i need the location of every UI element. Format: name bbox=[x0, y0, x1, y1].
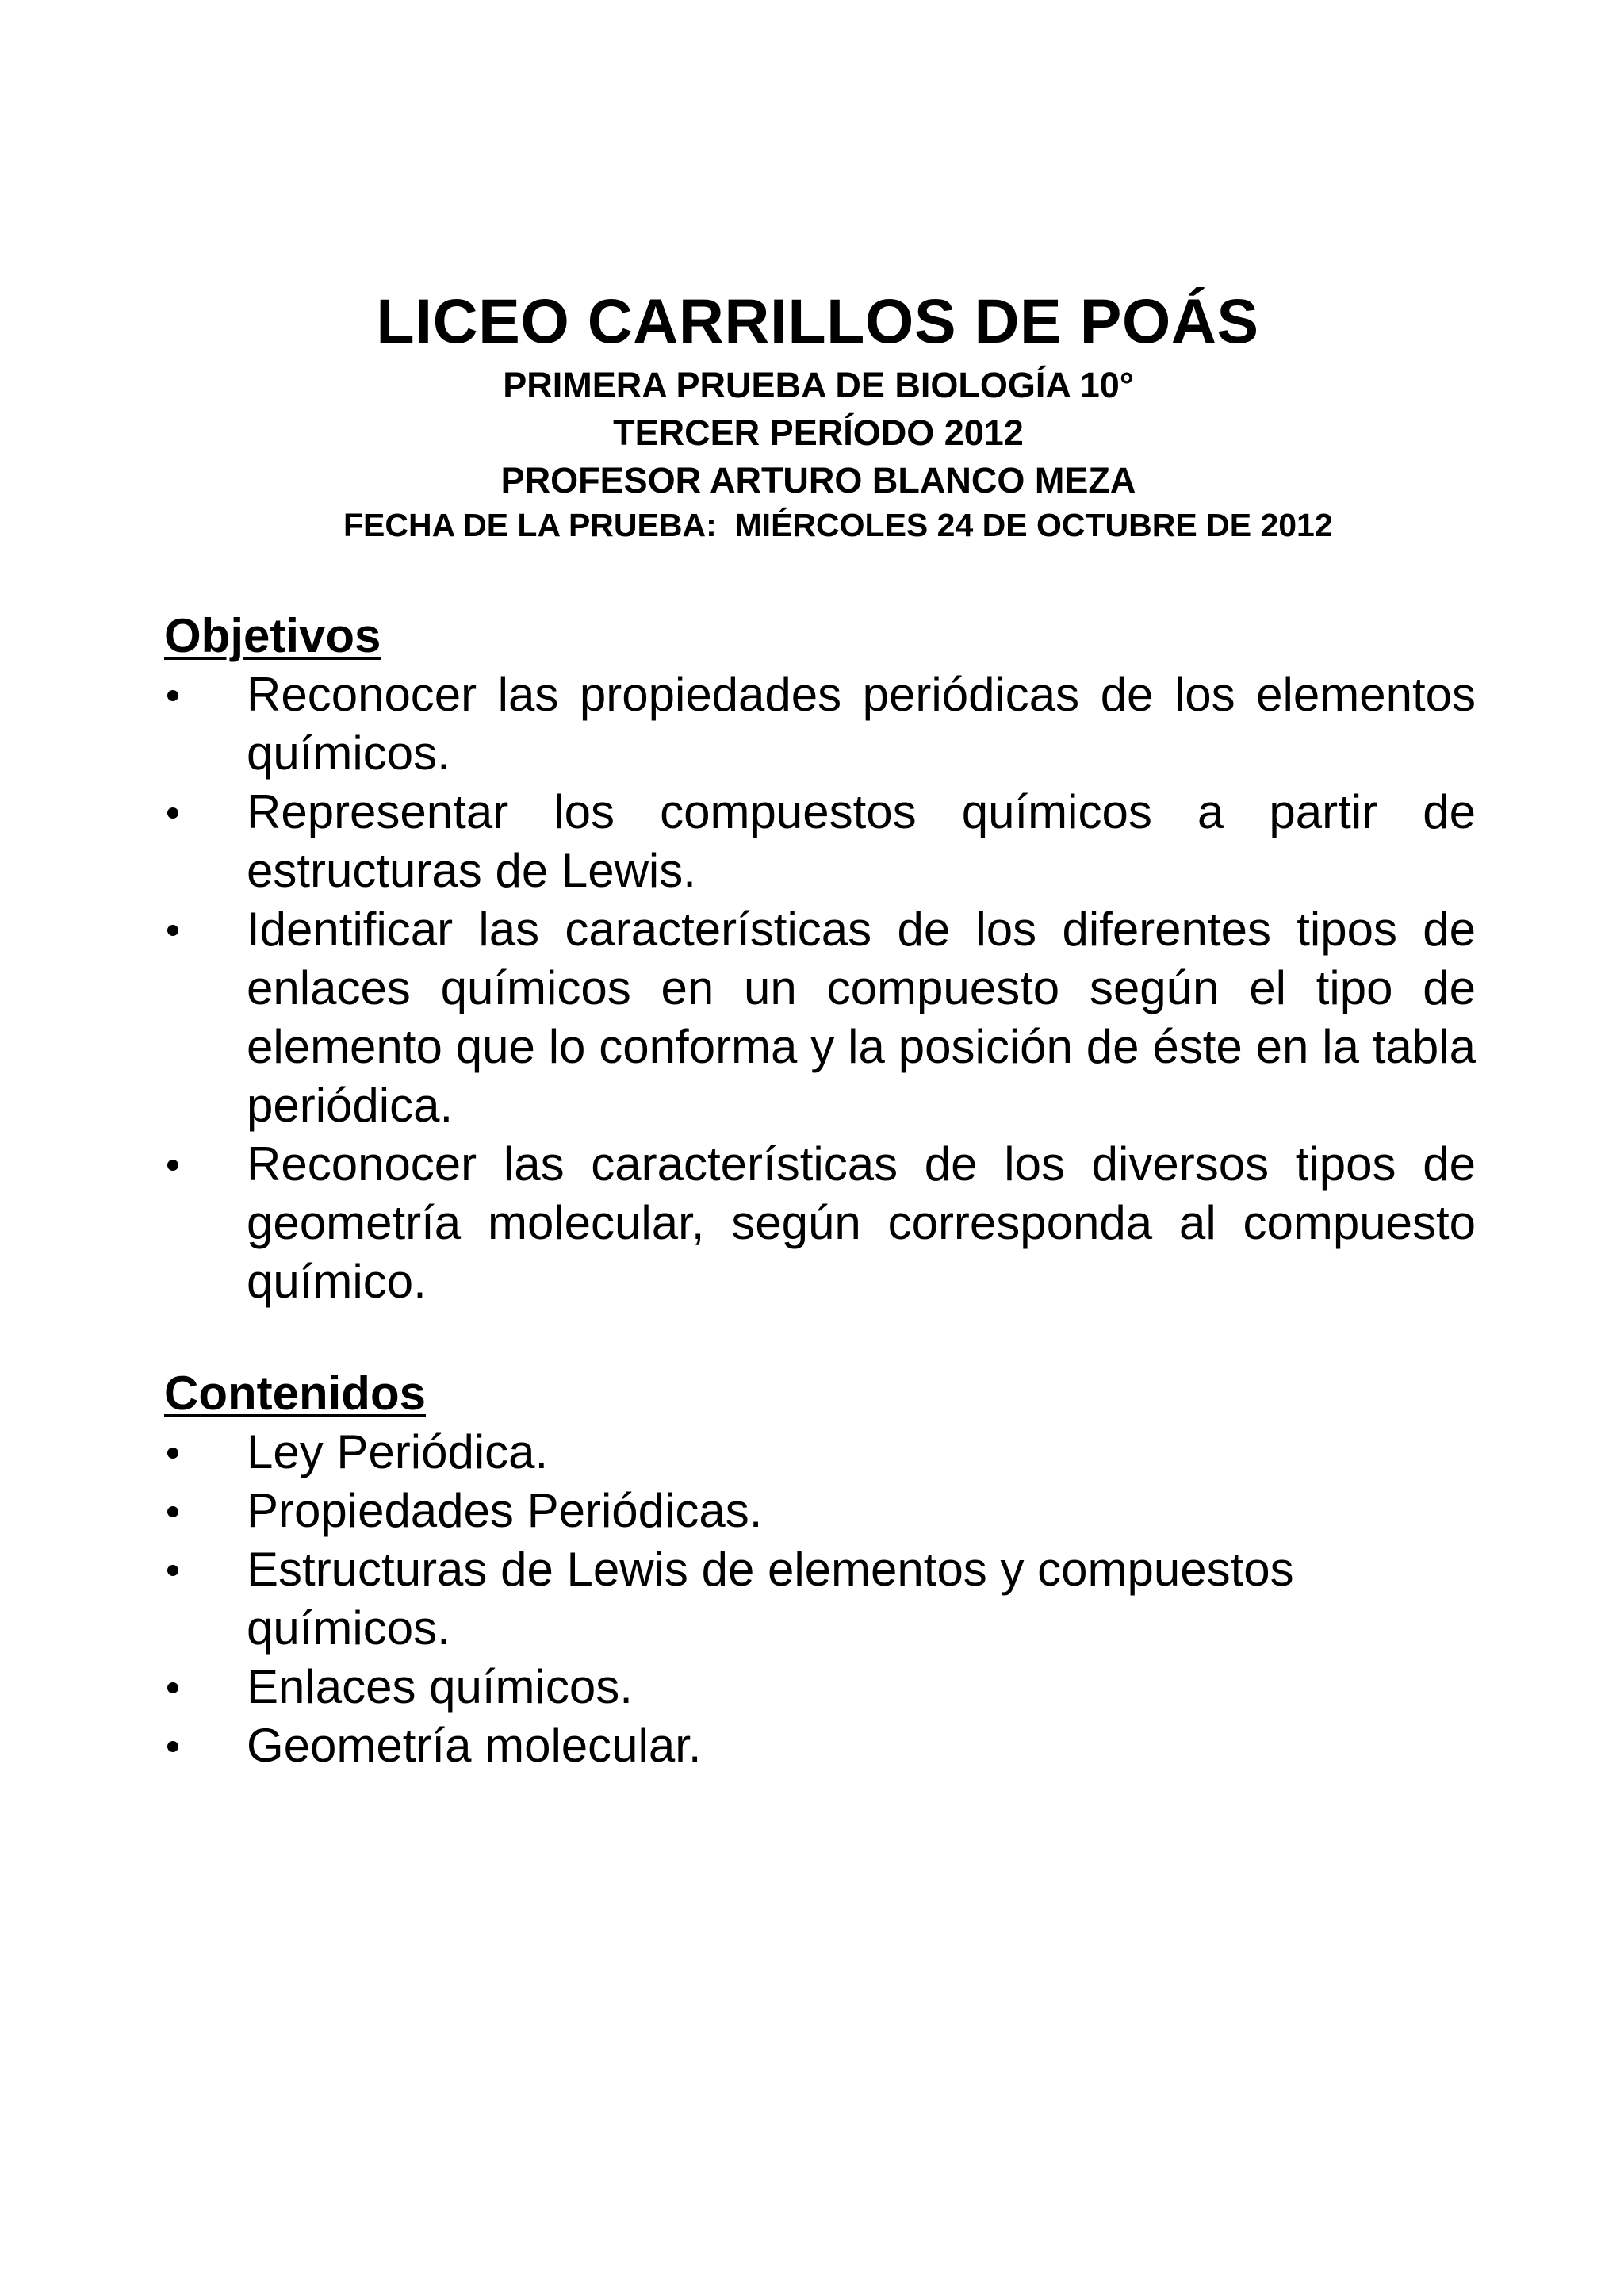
objetivo-text: Reconocer las propiedades periódicas de los elementos químicos. bbox=[247, 668, 1476, 780]
exam-title: PRIMERA PRUEBA DE BIOLOGÍA 10° bbox=[503, 365, 1134, 405]
bullet-icon bbox=[167, 1682, 178, 1693]
objetivo-text: Identificar las características de los diferentes tipos de enlaces químicos en un compuesto según el tipo de elemento que lo conforma y la posición de éste en la tabla periódica. bbox=[247, 903, 1476, 1132]
contenido-text: Estructuras de Lewis de elementos y compuestos químicos. bbox=[247, 1543, 1294, 1655]
objetivos-list bbox=[164, 665, 1476, 1311]
contenido-text: Geometría molecular. bbox=[247, 1719, 702, 1772]
bullet-icon bbox=[167, 1448, 178, 1459]
bullet-icon bbox=[167, 807, 178, 819]
list-item bbox=[164, 900, 1476, 1135]
list-item bbox=[164, 665, 1476, 783]
list-item bbox=[164, 783, 1476, 900]
list-item bbox=[164, 1423, 1476, 1482]
teacher-name: PROFESOR ARTURO BLANCO MEZA bbox=[500, 460, 1136, 500]
exam-date: FECHA DE LA PRUEBA: MIÉRCOLES 24 DE OCTUBRE DE 2012 bbox=[343, 507, 1333, 543]
list-item bbox=[164, 1540, 1476, 1658]
objetivo-text: Representar los compuestos químicos a partir de estructuras de Lewis. bbox=[247, 785, 1476, 897]
objetivos-section bbox=[164, 607, 1476, 1311]
contenidos-list bbox=[164, 1423, 1476, 1775]
contenido-text: Ley Periódica. bbox=[247, 1425, 549, 1478]
exam-period: TERCER PERÍODO 2012 bbox=[613, 412, 1024, 453]
bullet-icon bbox=[167, 925, 178, 936]
contenido-text: Enlaces químicos. bbox=[247, 1660, 633, 1713]
school-title: LICEO CARRILLOS DE POÁS bbox=[376, 286, 1259, 356]
contenido-text: Propiedades Periódicas. bbox=[247, 1484, 763, 1537]
bullet-icon bbox=[167, 1565, 178, 1576]
objetivos-heading: Objetivos bbox=[164, 609, 381, 662]
bullet-icon bbox=[167, 1506, 178, 1517]
list-item bbox=[164, 1658, 1476, 1716]
bullet-icon bbox=[167, 1160, 178, 1171]
list-item bbox=[164, 1716, 1476, 1775]
objetivo-text: Reconocer las características de los diversos tipos de geometría molecular, según corresponda al compuesto químico. bbox=[247, 1137, 1476, 1308]
list-item bbox=[164, 1482, 1476, 1540]
bullet-icon bbox=[167, 690, 178, 701]
bullet-icon bbox=[167, 1741, 178, 1752]
contenidos-section bbox=[164, 1364, 1476, 1775]
contenidos-heading: Contenidos bbox=[164, 1367, 426, 1420]
list-item bbox=[164, 1135, 1476, 1311]
